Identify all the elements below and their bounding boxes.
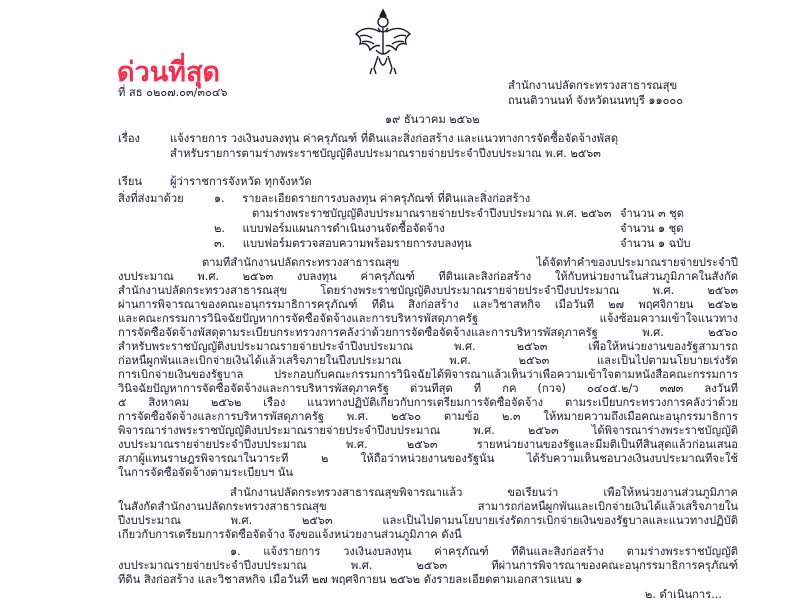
body-paragraph-line: พิจารณาร่างพระราชบัญญัติงบประมาณรายจ่ายประจำปีงบประมาณ พ.ศ. ๒๕๖๓ ได้พิจารณาร่างพระราชบัญญัติ (118, 424, 738, 437)
office-address: ถนนติวานนท์ จังหวัดนนทบุรี ๑๑๐๐๐ (508, 94, 684, 107)
garuda-emblem-icon (352, 6, 414, 78)
enclosure-quantity: จำนวน ๑ ชุด (620, 222, 684, 235)
continued-marker: ๒. ดำเนินการ... (645, 588, 722, 601)
subject-label: เรื่อง (118, 132, 141, 145)
body-paragraph-line: ๑. แจ้งรายการ วงเงินงบลงทุน ค่าครุภัณฑ์ ที่ดินและสิ่งก่อสร้าง ตามร่างพระราชบัญญัติ (230, 545, 738, 558)
body-paragraph-line: งบประมาณรายจ่ายประจำปีงบประมาณ พ.ศ. ๒๕๖๓ ที่ผ่านการพิจารณาของคณะอนุกรรมาธิการครุภัณฑ์ (118, 559, 738, 572)
document-date: ๑๙ ธันวาคม ๒๕๖๒ (385, 113, 480, 126)
body-paragraph-line: การเบิกจ่ายเงินของรัฐบาล ประกอบกับคณะกรรมการวินิจฉัยได้พิจารณาแล้วเห็นว่าเพื่อความเข้าใจตามหนังสือคณะกรรมการ (118, 368, 738, 381)
body-paragraph-line: ที่ดิน สิ่งก่อสร้าง และวิชาสหกิจ เมื่อวันที่ ๒๗ พฤศจิกายน ๒๕๖๒ ดังรายละเอียดตามเอกสารแนบ ๑ (118, 573, 583, 586)
office-name: สำนักงานปลัดกระทรวงสาธารณสุข (508, 79, 678, 92)
enclosure-text: รายละเอียดรายการงบลงทุน ค่าครุภัณฑ์ ที่ดินและสิ่งก่อสร้าง (242, 192, 531, 205)
enclosure-number: ๓. (214, 237, 226, 250)
body-paragraph-line: ผ่านการพิจารณาของคณะอนุกรรมาธิการครุภัณฑ์ ที่ดิน สิ่งก่อสร้าง และวิชาสหกิจ เมื่อวันที่ ๒๗ พฤศจิกายน ๒๕๖๒ (118, 298, 738, 311)
enclosure-item (214, 222, 445, 236)
body-paragraph-line: งบประมาณรายจ่ายประจำปีงบประมาณ พ.ศ. ๒๕๖๓ รายหน่วยงานของรัฐและมีมติเป็นที่สิ้นสุดแล้วก่อนเสนอ (118, 438, 738, 451)
enclosure-text: แบบฟอร์มตรวจสอบความพร้อมรายการงบลงทุน (242, 237, 472, 250)
recipient-text: ผู้ว่าราชการจังหวัด ทุกจังหวัด (170, 175, 312, 188)
subject-line-2: สำหรับรายการตามร่างพระราชบัญญัติงบประมาณรายจ่ายประจำปีงบประมาณ พ.ศ. ๒๕๖๓ (170, 147, 601, 160)
recipient-label: เรียน (118, 175, 143, 188)
enclosure-quantity: จำนวน ๓ ชุด (620, 207, 685, 220)
enclosure-item (214, 237, 472, 251)
enclosure-number: ๑. (214, 192, 225, 205)
body-paragraph-line: เกี่ยวกับการเตรียมการจัดซื้อจัดจ้าง จึงขอแจ้งหน่วยงานส่วนภูมิภาค ดังนี้ (118, 528, 462, 541)
body-paragraph-line: การจัดซื้อจัดจ้างและการบริหารพัสดุภาครัฐ พ.ศ. ๒๕๖๐ ตามข้อ ๒.๓ ให้หมายความถึงเมื่อคณะอนุกรรมาธิการ (118, 410, 738, 423)
body-paragraph-line: การจัดซื้อจัดจ้างพัสดุตามระเบียบกระทรวงการคลังว่าด้วยการจัดซื้อจัดจ้างและการบริหารพัสดุภาครัฐ พ.ศ. ๒๕๖๐ (118, 326, 738, 339)
body-paragraph-line: สำนักงานปลัดกระทรวงสาธารณสุขพิจารณาแล้ว ขอเรียนว่า เพื่อให้หน่วยงานส่วนภูมิภาค (230, 486, 738, 499)
enclosure-number: ๒. (214, 222, 225, 235)
body-paragraph-line: ในสังกัดสำนักงานปลัดกระทรวงสาธารณสุข สามารถก่อหนี้ผูกพันและเบิกจ่ายเงินได้แล้วเสร็จภายใน (118, 500, 738, 513)
enclosure-text: แบบฟอร์มแผนการดำเนินงานจัดซื้อจัดจ้าง (242, 222, 445, 235)
enclosure-item (214, 192, 530, 206)
body-paragraph-line: ก่อหนี้ผูกพันและเบิกจ่ายเงินได้แล้วเสร็จภายในปีงบประมาณ พ.ศ. ๒๕๖๓ และเป็นไปตามนโยบายเร่งรัด (118, 354, 738, 367)
enclosure-text-continued: ตามร่างพระราชบัญญัติงบประมาณรายจ่ายประจำปีงบประมาณ พ.ศ. ๒๕๖๓ (252, 207, 612, 220)
body-paragraph-line: ปีงบประมาณ พ.ศ. ๒๕๖๓ และเป็นไปตามนโยบายเร่งรัดการเบิกจ่ายเงินของรัฐบาลและแนวทางปฏิบัติ (118, 514, 738, 527)
body-paragraph-line: ๕ สิงหาคม ๒๕๖๒ เรื่อง แนวทางปฏิบัติเกี่ยวกับการเตรียมการจัดซื้อจัดจ้าง ตามระเบียบกระทรวงการคลังว่าด้วย (118, 396, 738, 409)
body-paragraph-line: สำนักงานปลัดกระทรวงสาธารณสุข โดยร่างพระราชบัญญัติงบประมาณรายจ่ายประจำปีงบประมาณ พ.ศ. ๒๕๖๓ (118, 284, 738, 297)
enclosure-quantity: จำนวน ๑ ฉบับ (620, 237, 691, 250)
subject-line-1: แจ้งรายการ วงเงินงบลงทุน ค่าครุภัณฑ์ ที่ดินและสิ่งก่อสร้าง และแนวทางการจัดซื้อจัดจ้างพัสดุ (170, 132, 619, 145)
body-paragraph-line: และคณะกรรมการวินิจฉัยปัญหาการจัดซื้อจัดจ้างและการบริหารพัสดุภาครัฐ แจ้งซ้อมความเข้าใจแนวทาง (118, 312, 738, 325)
enclosures-label: สิ่งที่ส่งมาด้วย (118, 192, 184, 205)
body-paragraph-line: งบประมาณ พ.ศ. ๒๕๖๓ งบลงทุน ค่าครุภัณฑ์ ที่ดินและสิ่งก่อสร้าง ให้กับหน่วยงานในส่วนภูมิภาคในสังกัด (118, 270, 738, 283)
body-paragraph-line: สำหรับพระราชบัญญัติงบประมาณรายจ่ายประจำปีงบประมาณ พ.ศ. ๒๕๖๓ เพื่อให้หน่วยงานของรัฐสามารถ (118, 340, 738, 353)
body-paragraph-line: ตามที่สำนักงานปลัดกระทรวงสาธารณสุข ได้จัดทำคำของบประมาณรายจ่ายประจำปี (202, 256, 738, 269)
body-paragraph-line: วินิจฉัยปัญหาการจัดซื้อจัดจ้างและการบริหารพัสดุภาครัฐ ด่วนที่สุด ที่ กค (กวจ) ๐๔๐๕.๒/ว ๓๗๓ ลงวันที่ (118, 382, 738, 395)
body-paragraph-line: สภาผู้แทนราษฎรพิจารณาในวาระที่ ๒ ให้ถือว่าหน่วยงานของรัฐนั้น ได้รับความเห็นชอบวงเงินงบประมาณที่จะใช้ (118, 452, 738, 465)
reference-number: ที่ สธ ๐๒๐๗.๐๓/๓๐๔๖ (118, 86, 228, 99)
urgent-stamp: ด่วนที่สุด (117, 57, 220, 88)
body-paragraph-line: ในการจัดซื้อจัดจ้างตามระเบียบฯ นั้น (118, 466, 294, 479)
